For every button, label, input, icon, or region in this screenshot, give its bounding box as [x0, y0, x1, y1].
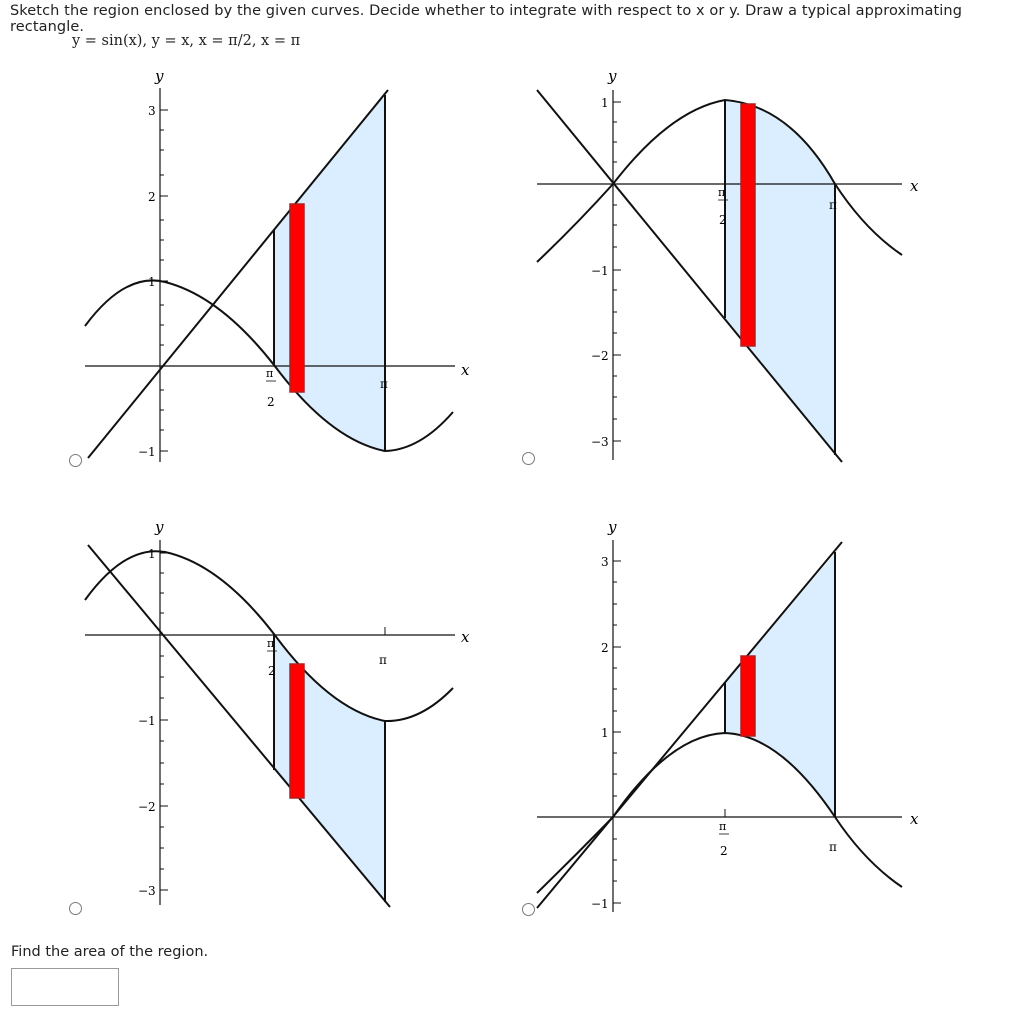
graph-a-tick-neg1: −1	[138, 445, 156, 459]
given-curves: y = sin(x), y = x, x = π/2, x = π	[72, 33, 301, 49]
area-prompt-label: Find the area of the region.	[11, 944, 209, 960]
graph-c-approx-rectangle	[290, 664, 304, 798]
graph-c-svg	[80, 512, 480, 912]
graph-d-pi-label: π	[829, 840, 837, 854]
graph-b-tick-neg2: −2	[591, 349, 609, 363]
graph-a-half-pi-den: 2	[267, 395, 275, 409]
graph-d-y-label: y	[608, 518, 617, 536]
graph-b-approx-rectangle	[741, 104, 755, 346]
graph-option-a	[80, 62, 480, 467]
graph-c-y-label: y	[155, 518, 164, 536]
graph-a-svg	[80, 62, 480, 467]
graph-b-sine-curve	[537, 100, 902, 262]
graph-b-tick-1: 1	[601, 96, 609, 110]
graph-a-x-label: x	[461, 361, 470, 379]
graph-b-x-label: x	[910, 177, 919, 195]
graph-d-tick-neg1: −1	[591, 897, 609, 911]
graph-option-c-radio[interactable]	[69, 902, 82, 915]
graph-option-d-radio[interactable]	[522, 903, 535, 916]
graph-c-tick-1: 1	[148, 547, 156, 561]
graph-c-tick-neg1: −1	[138, 714, 156, 728]
graph-d-half-pi-num: π	[719, 820, 727, 833]
graph-a-approx-rectangle	[290, 204, 304, 392]
graph-c-tick-neg3: −3	[138, 884, 156, 898]
graph-c-half-pi-den: 2	[268, 664, 276, 678]
graph-a-tick-1: 1	[148, 275, 156, 289]
graph-option-c	[80, 512, 480, 912]
graph-b-tick-neg3: −3	[591, 435, 609, 449]
graph-d-x-label: x	[910, 810, 919, 828]
graph-d-svg	[530, 512, 920, 912]
graph-b-y-label: y	[608, 67, 617, 85]
graph-option-b-radio[interactable]	[522, 452, 535, 465]
graph-a-tick-2: 2	[148, 190, 156, 204]
graph-option-b	[530, 62, 920, 467]
graph-c-x-label: x	[461, 628, 470, 646]
graph-option-a-radio[interactable]	[69, 454, 82, 467]
area-answer-input[interactable]	[11, 968, 119, 1006]
graph-d-approx-rectangle	[741, 656, 755, 736]
graph-b-pi-label: π	[829, 198, 837, 212]
graph-d-sine-curve	[537, 733, 902, 893]
graph-d-tick-1: 1	[601, 726, 609, 740]
graph-a-half-pi-num: π	[266, 367, 274, 380]
question-text: Sketch the region enclosed by the given curves. Decide whether to integrate with respect to x or y. Draw a typical approximating rectangle.	[10, 3, 963, 35]
graph-c-tick-neg2: −2	[138, 800, 156, 814]
graph-a-tick-3: 3	[148, 104, 156, 118]
graph-d-tick-2: 2	[601, 641, 609, 655]
graph-b-half-pi-den: 2	[719, 213, 727, 227]
graph-c-pi-label: π	[379, 653, 387, 667]
graph-a-y-label: y	[155, 67, 164, 85]
graph-a-pi-label: π	[380, 377, 388, 391]
graph-c-half-pi-num: π	[267, 637, 275, 650]
graph-b-tick-neg1: −1	[591, 264, 609, 278]
graph-d-tick-3: 3	[601, 555, 609, 569]
graph-b-half-pi-num: π	[718, 186, 726, 199]
graph-d-half-pi-den: 2	[720, 844, 728, 858]
graph-option-d	[530, 512, 920, 912]
graph-b-svg	[530, 62, 920, 467]
